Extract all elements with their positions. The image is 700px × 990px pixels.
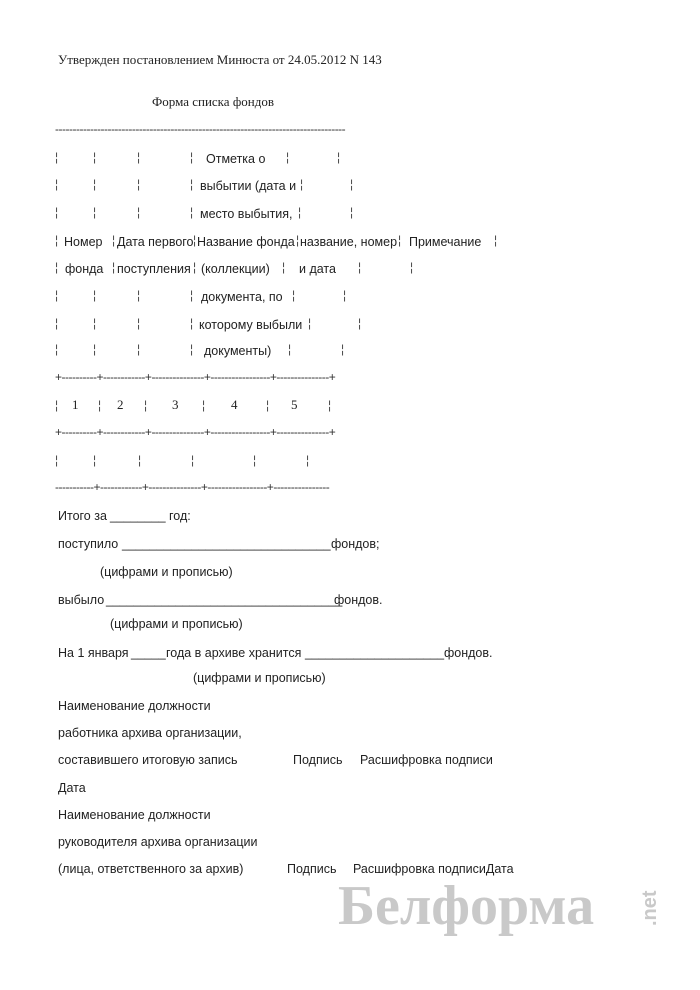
jan-middle: года в архиве хранится [166, 646, 302, 660]
col4-header-line8: документы) [204, 344, 272, 358]
hint-jan: (цифрами и прописью) [193, 671, 326, 685]
col4-header-line6: документа, по [201, 290, 283, 304]
sig1-decode: Расшифровка подписи [360, 753, 493, 767]
col3-header-line1: Название фонда [197, 235, 295, 249]
col4-header-line5: и дата [299, 262, 336, 276]
itogo-label: Итого за [58, 509, 107, 523]
col5-header: Примечание [409, 235, 482, 249]
col-number-2: 2 [117, 397, 124, 412]
sig2-line3: (лица, ответственного за архив) [58, 862, 244, 876]
form-title: Форма списка фондов [152, 94, 274, 109]
hint-vybylo: (цифрами и прописью) [110, 617, 243, 631]
col-number-1: 1 [72, 397, 79, 412]
jan-suffix: фондов. [444, 646, 493, 660]
sig2-decode-date: Расшифровка подписиДата [353, 862, 514, 876]
postupilo-suffix: фондов; [331, 537, 380, 551]
jan-count-blank: ____________________ [305, 646, 445, 660]
hint-postupilo: (цифрами и прописью) [100, 565, 233, 579]
sig1-line3: составившего итоговую запись [58, 753, 238, 767]
sig2-signature: Подпись [287, 862, 337, 876]
col-number-4: 4 [231, 397, 238, 412]
watermark-text: Белформа [338, 875, 595, 937]
jan-prefix: На 1 января [58, 646, 129, 660]
vybylo-label: выбыло [58, 593, 105, 607]
table-bottom-border: -----------+------------+---------------+-----------------+---------------- [55, 480, 330, 494]
postupilo-label: поступило [58, 537, 119, 551]
col2-header-line2: поступления [117, 262, 191, 276]
jan-year-blank: _____ [131, 646, 166, 660]
col4-header-line4: название, номер [300, 235, 398, 249]
postupilo-blank: ______________________________ [122, 537, 331, 551]
belforma-watermark-logo [338, 868, 661, 937]
sig1-signature: Подпись [293, 753, 343, 767]
watermark-suffix: .net [639, 890, 661, 926]
col4-header-line1: Отметка о [206, 152, 266, 166]
table-separator-1: +----------+------------+---------------+-----------------+---------------+ [55, 370, 336, 384]
vybylo-blank: __________________________________ [106, 593, 343, 607]
sig1-date: Дата [58, 781, 86, 795]
col2-header-line1: Дата первого [117, 235, 194, 249]
sig2-line2: руководителя архива организации [58, 835, 258, 849]
sig1-line1: Наименование должности [58, 699, 211, 713]
itogo-suffix: год: [169, 509, 191, 523]
sig1-line2: работника архива организации, [58, 726, 242, 740]
sig2-line1: Наименование должности [58, 808, 211, 822]
table-top-border: ----------------------------------------------------------------------------------- [55, 122, 346, 136]
col-number-3: 3 [172, 397, 179, 412]
col3-header-line2: (коллекции) [201, 262, 270, 276]
col4-header-line7: которому выбыли [199, 318, 303, 332]
col4-header-line2: выбытии (дата и [200, 179, 297, 193]
col-number-5: 5 [291, 397, 298, 412]
col4-header-line3: место выбытия, [200, 207, 293, 221]
vybylo-suffix: фондов. [334, 593, 383, 607]
col1-header-line2: фонда [65, 262, 104, 276]
col1-header-line1: Номер [64, 235, 103, 249]
table-separator-2: +----------+------------+---------------+-----------------+---------------+ [55, 425, 336, 439]
itogo-year-blank: ________ [110, 509, 166, 523]
approval-note: Утвержден постановлением Минюста от 24.05.2012 N 143 [58, 52, 382, 67]
